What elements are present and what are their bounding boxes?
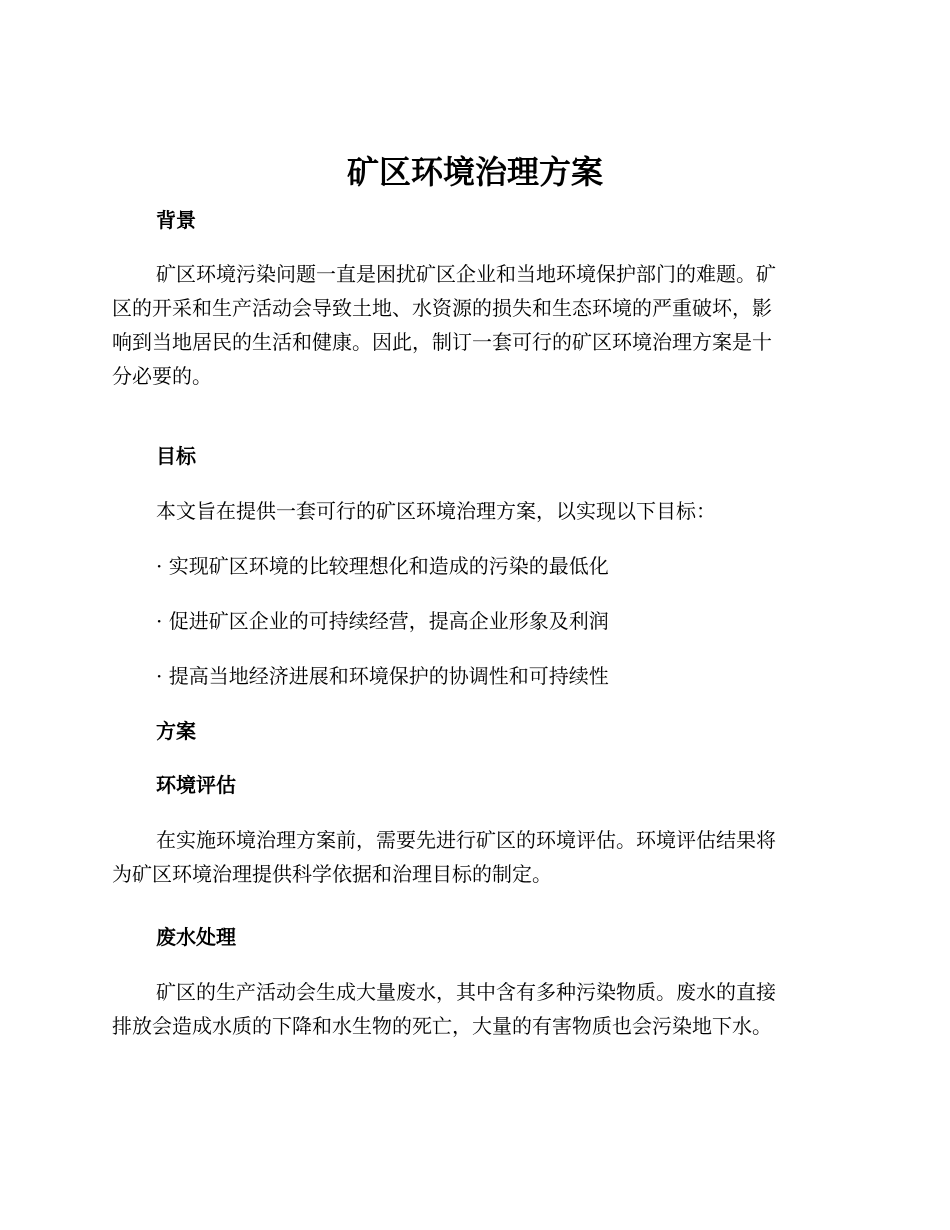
heading-background: 背景 (156, 208, 196, 232)
document-title: 矿区环境治理方案 (346, 153, 603, 191)
paragraph-line: 区的开采和生产活动会导致土地、水资源的损失和生态环境的严重破坏，影 (112, 296, 772, 320)
paragraph-line: 矿区环境污染问题一直是困扰矿区企业和当地环境保护部门的难题。矿 (156, 262, 776, 286)
bullet-item: · 提高当地经济进展和环境保护的协调性和可持续性 (156, 664, 609, 688)
paragraph-wastewater (112, 975, 830, 1043)
paragraph-line: 为矿区环境治理提供科学依据和治理目标的制定。 (112, 862, 552, 886)
heading-wastewater: 废水处理 (156, 925, 236, 949)
paragraph-line: 响到当地居民的生活和健康。因此，制订一套可行的矿区环境治理方案是十 (112, 330, 772, 354)
paragraph-background (112, 257, 830, 393)
paragraph-assessment (112, 823, 830, 891)
heading-goals: 目标 (156, 444, 196, 468)
paragraph-line: 矿区的生产活动会生成大量废水，其中含有多种污染物质。废水的直接 (156, 980, 776, 1004)
bullet-item: · 促进矿区企业的可持续经营，提高企业形象及利润 (156, 609, 609, 633)
paragraph-goals-intro (112, 494, 830, 528)
paragraph-line: 在实施环境治理方案前，需要先进行矿区的环境评估。环境评估结果将 (156, 828, 776, 852)
paragraph-line: 排放会造成水质的下降和水生物的死亡，大量的有害物质也会污染地下水。 (112, 1014, 772, 1038)
heading-assessment: 环境评估 (156, 773, 236, 797)
paragraph-line: 分必要的。 (112, 364, 212, 388)
bullet-item: · 实现矿区环境的比较理想化和造成的污染的最低化 (156, 554, 609, 578)
paragraph-line: 本文旨在提供一套可行的矿区环境治理方案，以实现以下目标： (156, 499, 716, 523)
heading-plan: 方案 (156, 719, 196, 743)
